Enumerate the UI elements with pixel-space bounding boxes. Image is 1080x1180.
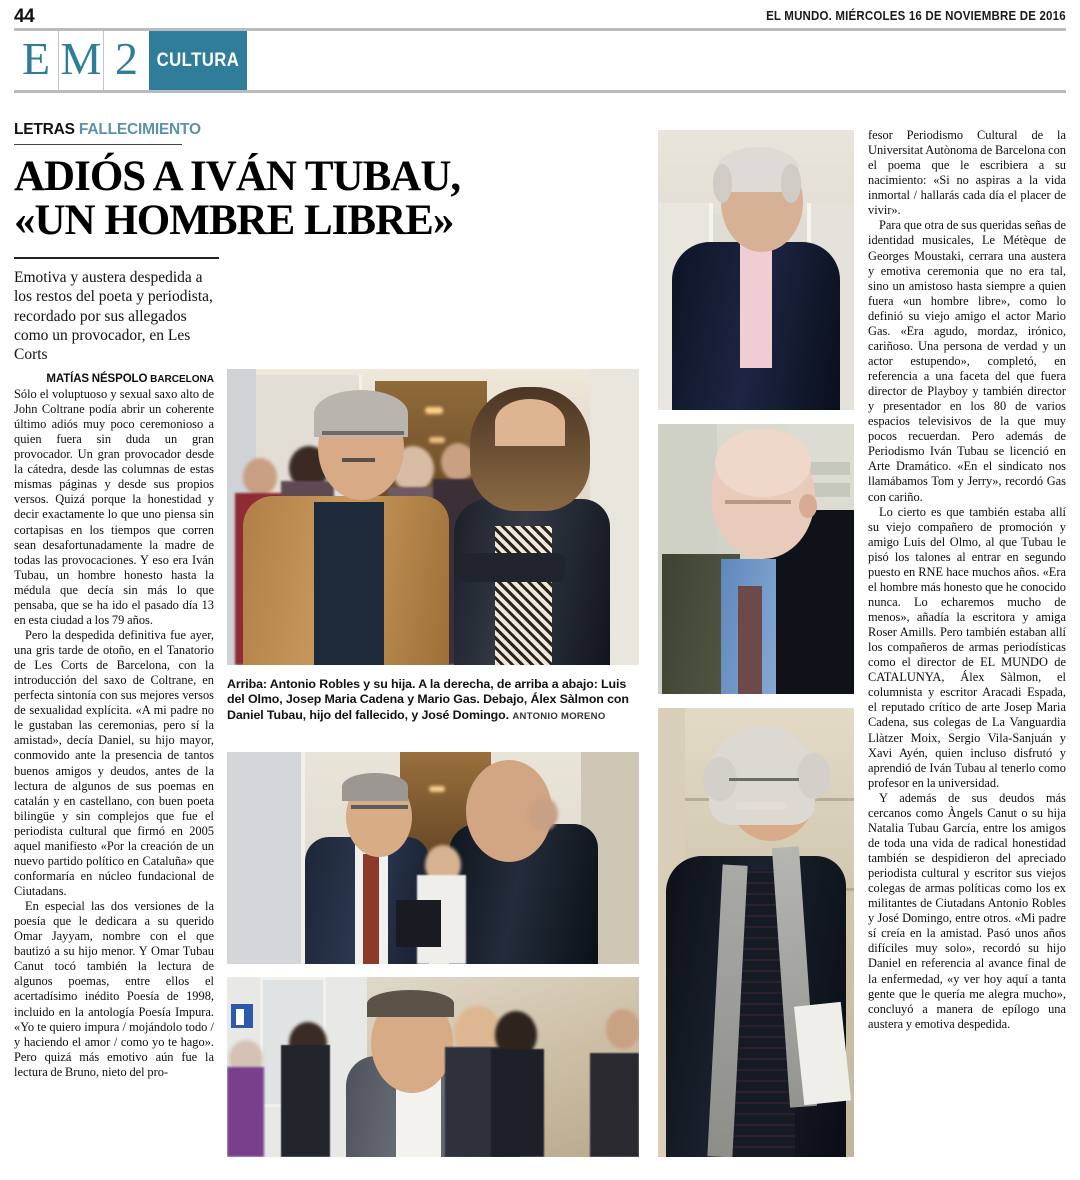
photo-salmon-tubau (227, 752, 639, 964)
article-head (14, 121, 461, 364)
section-badge-cultura (149, 31, 247, 90)
kicker-primary: LETRAS (14, 121, 75, 138)
headline-line-1: ADIÓS A IVÁN TUBAU, (14, 153, 461, 200)
photo-caption (227, 677, 639, 723)
masthead-date: EL MUNDO. MIÉRCOLES 16 DE NOVIEMBRE DE 2016 (766, 9, 1066, 23)
logo-letter-e: E (14, 31, 59, 90)
page-title (14, 153, 461, 245)
byline-city: BARCELONA (150, 374, 214, 385)
byline-author: MATÍAS NÉSPOLO (46, 373, 148, 385)
em2-logo (14, 31, 247, 90)
kicker-secondary: FALLECIMIENTO (78, 121, 201, 138)
photo-josep-maria-cadena (658, 424, 854, 694)
paragraph: fesor Periodismo Cultural de la Universitat Autònoma de Barcelona con el poema que le escribiera a su nacimiento: «Si no aspiras a la vida inmortal / hallarás cada día el placer de vivir». (868, 128, 1066, 218)
photo-jose-domingo (227, 977, 639, 1157)
page-folio: 44 (14, 6, 35, 27)
article-kicker (14, 122, 210, 138)
headline-divider (14, 257, 219, 260)
photo-credit: ANTONIO MORENO (512, 710, 606, 722)
paragraph: Para que otra de sus queridas señas de identidad musicales, Le Métèque de Georges Moustaki, cerrara una austera y emotiva ceremonia que no era tal, sino un amistoso hasta siempre a quien fuera «un hombre libre», como lo definió su viejo amigo el actor Mario Gas. «Era agudo, mordaz, irónico, cariñoso. Una persona de verdad y un actor estupendo», completó, en referencia a una faceta del que fuera director de Playboy y también director y presentador en los 80 de varios espacios televisivos de la que muy pocos recuerdan. Pero además de Periodismo Iván Tubau se licenció en Arte Dramático. «En el sindicato nos llamábamos Tom y Jerry», recordó Gas con cariño. (868, 218, 1066, 504)
body-column-right (868, 128, 1066, 1032)
photo-robles-hija (227, 369, 639, 665)
paragraph: Pero la despedida definitiva fue ayer, una gris tarde de otoño, en el Tanatorio de Les Corts de Barcelona, con la introducción del saxo de Coltrane, en perfecta sintonía con sus mejores versos de sexualidad explícita. «A mi padre no le gustaban las ceremonias, pero sí la amistad», decía Daniel, su hijo mayor, conmovido ante la presencia de tantos buenos amigos y deudos, antes de la lectura de algunos de sus poemas en catalán y en castellano, con buen poeta bilingüe y sin complejos que fue el periodista cultural que firmó en 2005 aquel manifiesto «Por la creación de un nuevo partido político en Cataluña» que conformaría en núcleo fundacional de Ciutadans. (14, 627, 214, 899)
paragraph: Lo cierto es que también estaba allí su viejo compañero de promoción y amigo Luis del Olmo, al que Tubau le pisó los talones al entrar en segundo puesto en RNE hace muchos años. «Era el hombre más honesto que he conocido nunca. Lo echaremos mucho de menos», añadía la escritora y amiga Roser Amills. Pero también estaban allí los compañeros de armas periodísticas como el director de EL MUNDO de CATALUNYA, Álex Sàlmon, el columnista y escritor Aracadi Espada, el reputado crítico de arte Josep Maria Cadena, sus colegas de La Vanguardia Llàtzer Moix, Sergio Vila-Sanjuán y Xavi Ayén, quien incluso disfrutó y aprendió de Iván Tubau al tenerlo como profesor en la universidad. (868, 504, 1066, 790)
kicker-divider (14, 144, 182, 146)
body-column-left (14, 373, 214, 1080)
article-standfirst: Emotiva y austera despedida a los restos del poeta y periodista, recordado por sus allegados como un provocador, en Les Corts (14, 269, 213, 363)
header-rule-bottom (14, 90, 1066, 93)
paragraph: En especial las dos versiones de la poesía que le dedicara a su querido Omar Jayyam, nombre con el que bautizó a su hijo menor. Y Omar Tubau Canut tocó también la lectura de algunos poemas, entre ellos el acertadísimo inédito Poesía de 1998, incluido en la antología Poesía Impura. «Yo te quiero impura / mojándolo todo / y haciendo el amor / como yo te hago». Pero quizá más emotivo aún fue la lectura de Bruno, nieto del pro- (14, 899, 214, 1079)
headline-line-2: «UN HOMBRE LIBRE» (14, 197, 454, 245)
logo-letter-m: M (59, 31, 104, 90)
article-byline (14, 373, 214, 387)
caption-text: Arriba: Antonio Robles y su hija. A la derecha, de arriba a abajo: Luis del Olmo, Josep Maria Cadena y Mario Gas. Debajo, Álex Sàlmon con Daniel Tubau, hijo del fallecido, y José Domingo. (227, 677, 629, 722)
photo-mario-gas (658, 708, 854, 1157)
page-header (14, 6, 1066, 28)
paragraph: Sólo el voluptuoso y sexual saxo alto de John Coltrane podía abrir un coherente último adiós muy poco ceremonioso a quien fuera sin duda un gran provocador. Un gran provocador desde la cátedra, desde las columnas de estas mismas páginas y desde sus propios versos. Quizá porque la honestidad y decir exactamente lo que uno piensa sin cortapisas en los tiempos que corren sean desafortunadamente la madre de todas las provocaciones. Y eso era Iván Tubau, un hombre honesto hasta la médula que decía sin más lo que pensaba, que se ha ido el pasado día 13 en esta ciudad a los 79 años. (14, 386, 214, 627)
section-badge-label: CULTURA (156, 49, 240, 71)
logo-letter-2: 2 (115, 32, 138, 84)
paragraph: Y además de sus deudos más cercanos como Àngels Canut o su hija Natalia Tubau García, entre los amigos de toda una vida de radical honestidad también se despidieron del apreciado periodista cultural y escritor sus viejos colegas de armas políticas como los ex militantes de Ciutadans Antonio Robles y José Domingo, entre otros. «Mi padre sí creía en la amistad. Pasó unos años difíciles muy solo», recordó su hijo Daniel en referencia al avance final de la enfermedad, «y ver hoy aquí a tanta gente que le quería me alegra mucho», concluyó a manera de epílogo una austera y emotiva despedida. (868, 790, 1066, 1031)
photo-luis-del-olmo (658, 130, 854, 410)
